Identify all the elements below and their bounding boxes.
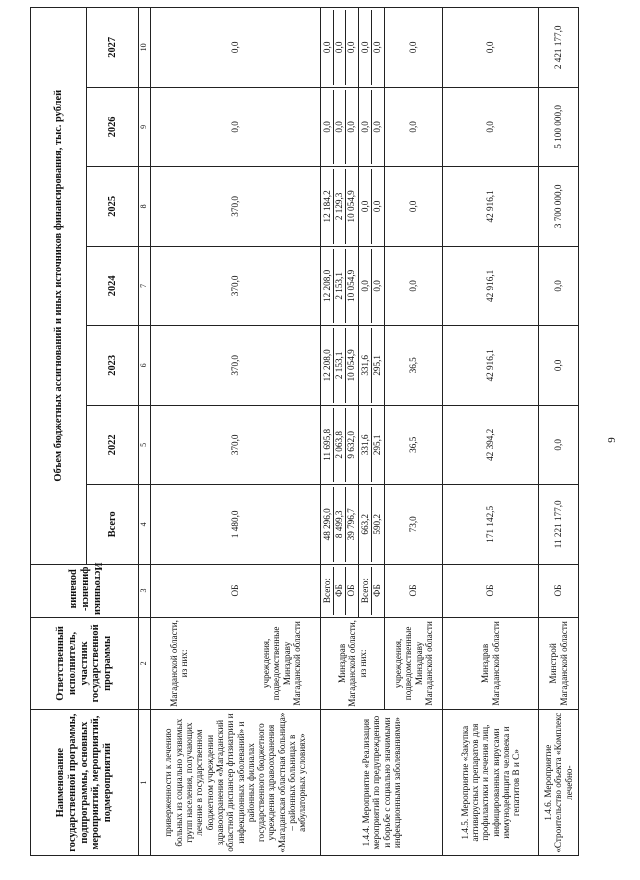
value-cell: 42 916,1 — [443, 167, 539, 246]
value-cell: 370,0 — [151, 326, 321, 405]
measure-name: 1.4.4. Мероприятие «Реализация мероприятий по предупреждению и борьбе с социально значимыми инфекционными заболеваниями» — [321, 710, 443, 856]
value-stack: 331,6 295,1 — [359, 326, 385, 405]
value-cell: 0,0 — [539, 246, 579, 325]
header-year-2022: 2022 — [87, 405, 139, 484]
value-stack: 48 296,0 8 499,3 39 796,7 — [321, 485, 359, 564]
value-cell: 171 142,5 — [443, 485, 539, 564]
responsible-top: Минздрав Магаданской области, из них: — [321, 617, 385, 710]
value-cell: 370,0 — [151, 405, 321, 484]
responsible-top: Магаданской области, из них: — [168, 620, 190, 707]
responsible-cell: Минздрав Магаданской области — [443, 617, 539, 710]
header-year-2024: 2024 — [87, 246, 139, 325]
value-cell: 370,0 — [151, 167, 321, 246]
value-stack: 11 695,8 2 063,8 9 632,0 — [321, 405, 359, 484]
source-label: ФБ — [372, 584, 382, 597]
value-stack: 663,2 590,2 — [359, 485, 385, 564]
value-stack: 12 184,2 2 129,3 10 054,9 — [321, 167, 359, 246]
header-year-2023: 2023 — [87, 326, 139, 405]
value-cell: 73,0 — [385, 485, 443, 564]
header-year-2026: 2026 — [87, 87, 139, 166]
header-year-2027: 2027 — [87, 8, 139, 88]
responsible-cell — [151, 617, 321, 710]
column-number: 4 — [139, 485, 151, 564]
source-label: ОБ — [346, 584, 356, 597]
table-row — [151, 8, 321, 856]
value-cell: 36,5 — [385, 326, 443, 405]
source-label: ФБ — [334, 567, 346, 615]
column-number: 6 — [139, 326, 151, 405]
value-cell: 36,5 — [385, 405, 443, 484]
source-stack — [321, 564, 359, 617]
value-stack: 0,0 0,0 — [359, 246, 385, 325]
measure-name: 1.4.6. Мероприятие «Строительство объекта «Комплекс лечебно- — [539, 710, 579, 856]
column-number: 1 — [139, 710, 151, 856]
table-row — [321, 8, 359, 856]
source-stack — [359, 564, 385, 617]
column-number: 2 — [139, 617, 151, 710]
header-budget-group: Объем бюджетных ассигнований и иных источников финансирования, тыс. рублей — [31, 8, 87, 565]
value-cell: 0,0 — [539, 326, 579, 405]
value-stack: 0,0 0,0 — [359, 167, 385, 246]
source-label: Всего: — [322, 567, 334, 615]
column-number: 10 — [139, 8, 151, 88]
source-cell: ОБ — [443, 564, 539, 617]
value-cell: 0,0 — [385, 87, 443, 166]
value-cell: 0,0 — [385, 246, 443, 325]
column-number: 9 — [139, 87, 151, 166]
page-number: 9 — [606, 437, 618, 443]
value-stack: 12 208,0 2 153,1 10 054,9 — [321, 326, 359, 405]
value-stack: 0,0 0,0 — [359, 8, 385, 88]
value-stack: 0,0 0,0 — [359, 87, 385, 166]
value-stack: 0,0 0,0 0,0 — [321, 8, 359, 88]
value-cell: 42 394,2 — [443, 405, 539, 484]
column-number: 3 — [139, 564, 151, 617]
table-row — [443, 8, 539, 856]
value-stack: 12 208,0 2 153,1 10 054,9 — [321, 246, 359, 325]
value-cell: 0,0 — [443, 8, 539, 88]
value-stack: 331,6 295,1 — [359, 405, 385, 484]
table-row — [539, 8, 579, 856]
responsible-bottom: учреждения, подведомственные Минздраву Магаданской области — [260, 621, 302, 706]
value-cell: 0,0 — [385, 8, 443, 88]
column-number: 7 — [139, 246, 151, 325]
value-cell: 0,0 — [539, 405, 579, 484]
value-cell: 42 916,1 — [443, 246, 539, 325]
value-cell: 11 221 177,0 — [539, 485, 579, 564]
header-year-2025: 2025 — [87, 167, 139, 246]
value-cell: 0,0 — [443, 87, 539, 166]
value-cell: 0,0 — [151, 8, 321, 88]
header-year-total: Всего — [87, 485, 139, 564]
column-number: 5 — [139, 405, 151, 484]
responsible-cell: Минстрой Магаданской области — [539, 617, 579, 710]
header-responsible: Ответственный исполнитель, участник государственной программы — [31, 617, 139, 710]
measure-name: приверженности к лечению больных из социально уязвимых групп населения, получающих лечение в государственном бюджетном учреждении здравоохранения «Магаданский областной диспансер фтизиатрии и инфекционных заболеваний» и районных филиалах государственного бюджетного учреждения здравоохранения «Магаданская областная больница» – районных больницах в амбулаторных условиях» — [151, 710, 321, 856]
column-number: 8 — [139, 167, 151, 246]
value-cell: 42 916,1 — [443, 326, 539, 405]
value-cell: 5 100 000,0 — [539, 87, 579, 166]
value-cell: 0,0 — [385, 167, 443, 246]
budget-table — [30, 7, 579, 856]
value-stack: 0,0 0,0 0,0 — [321, 87, 359, 166]
value-cell: 1 480,0 — [151, 485, 321, 564]
value-cell: 0,0 — [151, 87, 321, 166]
header-sources: Источники финанси-рования — [31, 564, 139, 617]
column-number-row — [139, 8, 151, 856]
value-cell: 2 421 177,0 — [539, 8, 579, 88]
source-cell: ОБ — [539, 564, 579, 617]
source-cell: ОБ — [151, 564, 321, 617]
source-label: Всего: — [360, 567, 372, 615]
value-cell: 3 700 000,0 — [539, 167, 579, 246]
source-cell: ОБ — [385, 564, 443, 617]
measure-name: 1.4.5. Мероприятие «Закупка антивирусных препаратов для профилактики и лечения лиц, инфицированных вирусами иммунодефицита человека и гепатитов В и С» — [443, 710, 539, 856]
header-name: Наименование государственной программы, подпрограммы, основных мероприятий, мероприятий, подмероприятий — [31, 710, 139, 856]
value-cell: 370,0 — [151, 246, 321, 325]
responsible-bottom: учреждения, подведомственные Минздраву Магаданской области — [385, 617, 443, 710]
